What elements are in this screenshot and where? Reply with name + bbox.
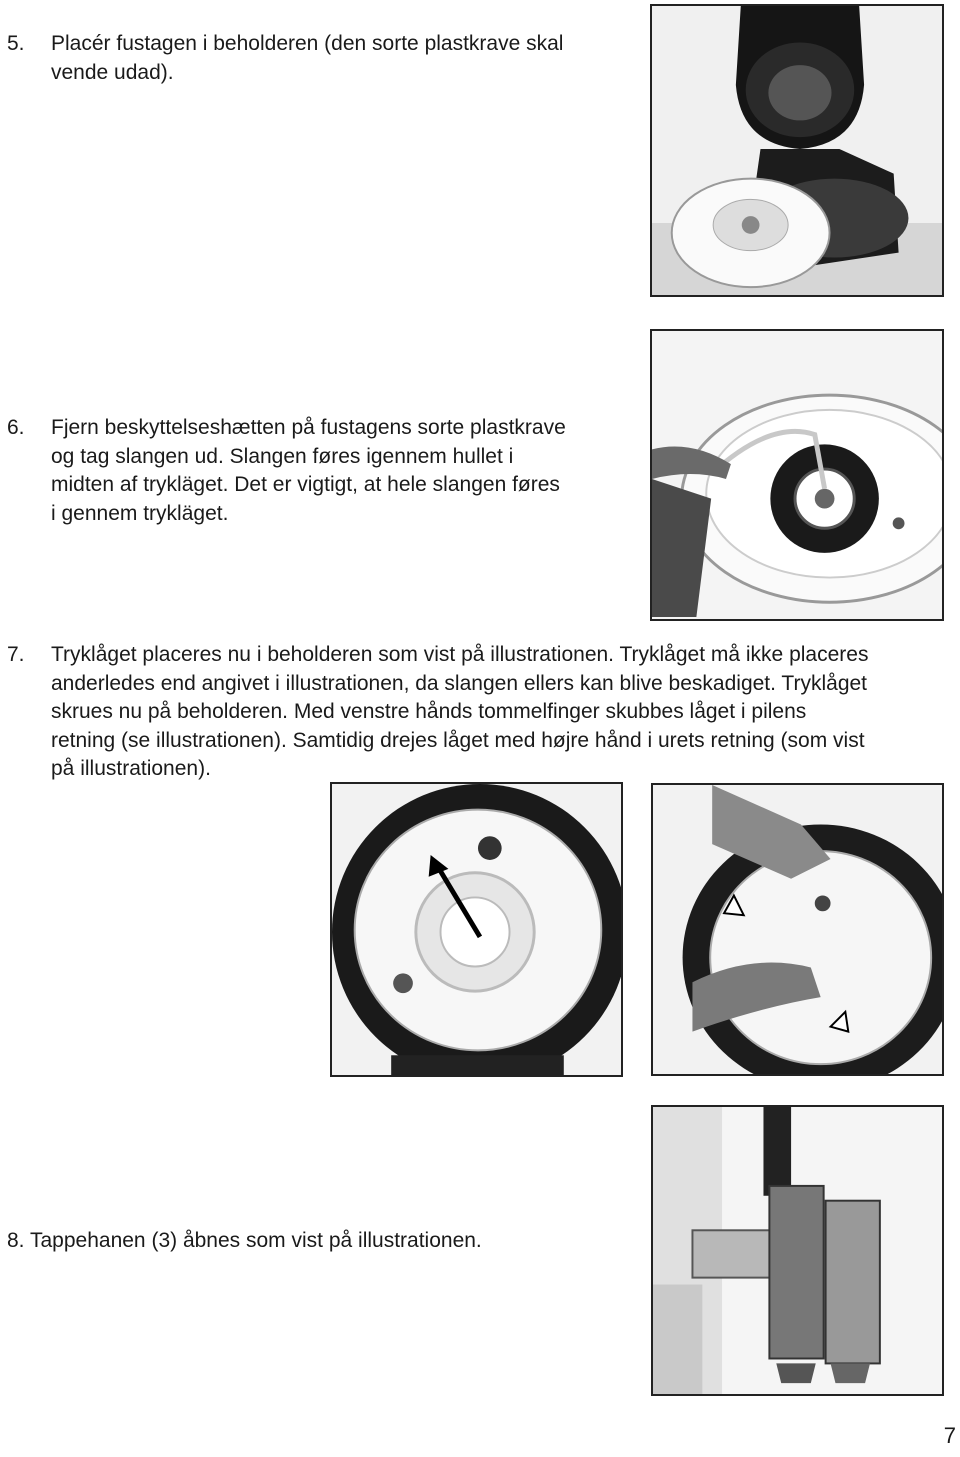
page-number: 7 [943, 1423, 956, 1448]
step-6-text [51, 414, 614, 528]
step-7-line: på illustrationen). [51, 757, 211, 780]
step-6-line: midten af trykläget. Det er vigtigt, at hele slangen føres [51, 473, 560, 496]
step-8-line: Tappehanen (3) åbnes som vist på illustrationen. [30, 1229, 482, 1252]
step-6-line: i gennem trykläget. [51, 501, 229, 525]
step-5-line: Placér fustagen i beholderen (den sorte plastkrave skal [51, 32, 564, 55]
step-8-number: 8. [7, 1229, 25, 1252]
step-7-line: retning (se illustrationen). Samtidig drejes låget med højre hånd i urets retning (som vist [51, 728, 865, 752]
photo-lid-with-arrow [330, 782, 623, 1077]
step-8-text [30, 1227, 630, 1256]
step-5-line: vende udad). [51, 60, 174, 84]
step-7-line: Tryklåget placeres nu i beholderen som vist på illustrationen. Tryklåget må ikke placeres [51, 643, 869, 666]
photo-hands-turning-lid [651, 783, 944, 1076]
step-6-line: og tag slangen ud. Slangen føres igennem hullet i [51, 444, 514, 468]
step-7-line: anderledes end angivet i illustrationen, da slangen ellers kan blive beskadiget. Tryklåget [51, 671, 868, 695]
step-7-number: 7. [7, 643, 25, 666]
photo-hose-through-lid [650, 329, 944, 621]
step-6-line: Fjern beskyttelseshætten på fustagens sorte plastkrave [51, 416, 566, 439]
step-7-line: skrues nu på beholderen. Med venstre hånds tommelfinger skubbes låget i pilens [51, 700, 807, 723]
step-5-number: 5. [7, 32, 25, 55]
step-7-text [51, 641, 944, 784]
photo-keg-in-container [650, 4, 944, 297]
step-5-text [51, 30, 631, 87]
step-6-number: 6. [7, 416, 25, 439]
photo-tap-open [651, 1105, 944, 1396]
